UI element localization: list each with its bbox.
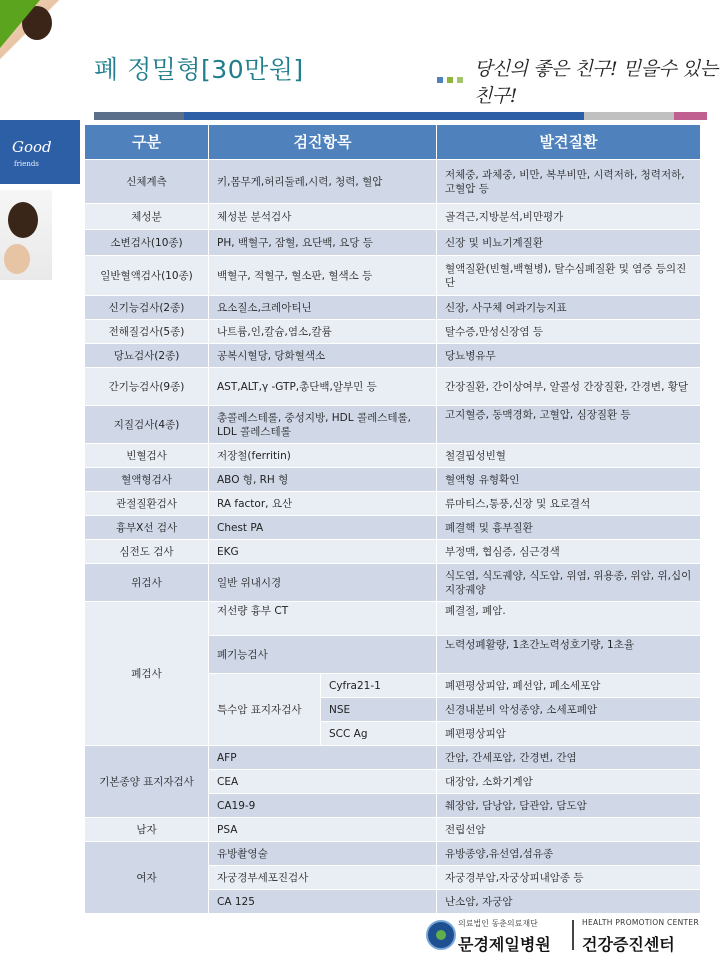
row-disease: 대장암, 소화기계암 [437,770,701,794]
table-row [85,492,701,516]
table-row [85,230,701,256]
row-disease: 전립선암 [437,818,701,842]
footer-divider [572,920,574,950]
dot [447,77,453,83]
stripe-segment [94,112,184,120]
table-row [85,406,701,444]
row-category: 신기능검사(2종) [85,296,209,320]
row-item: 백혈구, 적혈구, 혈소판, 혈색소 등 [209,256,437,296]
page-title: 폐 정밀형[30만원] [94,55,304,84]
row-item: AFP [209,746,437,770]
row-disease: 철결핍성빈혈 [437,444,701,468]
leaf-decoration [0,0,40,48]
row-category: 심전도 검사 [85,540,209,564]
table-header [85,125,701,160]
row-item: 일반 위내시경 [209,564,437,602]
row-item: CA 125 [209,890,437,914]
row-category: 전해질검사(5종) [85,320,209,344]
header-stripe [94,112,707,120]
hospital-emblem-icon [426,920,456,950]
row-category: 일반혈액검사(10종) [85,256,209,296]
header-category: 구분 [85,125,209,160]
row-category: 폐검사 [85,602,209,746]
row-category: 신체계측 [85,160,209,204]
table-row [85,516,701,540]
row-item: 특수암 표지자검사 [209,674,321,746]
table-row [85,842,701,866]
row-disease: 신장 및 비뇨기계질환 [437,230,701,256]
row-item: Chest PA [209,516,437,540]
side-logo-text: Good [12,138,52,156]
dot [457,77,463,83]
row-disease: 폐편평상피암, 폐선암, 폐소세포암 [437,674,701,698]
row-disease: 폐결핵 및 흉부질환 [437,516,701,540]
row-disease: 당뇨병유무 [437,344,701,368]
checkup-table [84,124,701,914]
row-category: 기본종양 표지자검사 [85,746,209,818]
row-item: 공복시혈당, 당화혈색소 [209,344,437,368]
marker-name: SCC Ag [321,722,437,746]
table-row [85,368,701,406]
header-disease: 발견질환 [437,125,701,160]
table-row [85,468,701,492]
table-row [85,564,701,602]
row-item: 저장철(ferritin) [209,444,437,468]
row-disease: 자궁경부암,자궁상피내암종 등 [437,866,701,890]
hospital-name: 문경제일병원 [458,935,551,954]
foundation-name: 의료법인 동춘의료재단 [458,919,538,928]
row-item: CA19-9 [209,794,437,818]
row-item: 키,몸무게,허리둘레,시력, 청력, 혈압 [209,160,437,204]
side-logo [0,120,80,184]
row-category: 위검사 [85,564,209,602]
row-disease: 고지혈증, 동맥경화, 고혈압, 심장질환 등 [437,406,701,444]
row-disease: 혈액형 유형확인 [437,468,701,492]
side-photo [0,190,52,280]
row-category: 당뇨검사(2종) [85,344,209,368]
row-item: 나트륨,인,칼슘,염소,칼륨 [209,320,437,344]
row-item: RA factor, 요산 [209,492,437,516]
row-disease: 혈액질환(빈혈,백혈병), 탈수심폐질환 및 염증 등의진단 [437,256,701,296]
row-category: 남자 [85,818,209,842]
row-category: 간기능검사(9종) [85,368,209,406]
row-disease: 간암, 간세포암, 간경변, 간염 [437,746,701,770]
slogan: 당신의 좋은 친구! 믿을수 있는 친구! [474,58,718,107]
table-row [85,444,701,468]
table-row [85,256,701,296]
row-item: 총콜레스테롤, 중성지방, HDL 콜레스테롤, LDL 콜레스테롤 [209,406,437,444]
row-disease: 유방종양,유선염,섬유종 [437,842,701,866]
marker-name: Cyfra21-1 [321,674,437,698]
row-item: CEA [209,770,437,794]
row-disease: 골격근,지방분석,비만평가 [437,204,701,230]
center-english-name: HEALTH PROMOTION CENTER [582,918,699,927]
row-category: 흉부X선 검사 [85,516,209,540]
stripe-segment [584,112,674,120]
row-disease: 부정맥, 협심증, 심근경색 [437,540,701,564]
row-item: 자궁경부세포진검사 [209,866,437,890]
row-disease: 저체중, 과체중, 비만, 복부비만, 시력저하, 청력저하, 고혈압 등 [437,160,701,204]
table-row [85,204,701,230]
row-item: AST,ALT,γ -GTP,총단백,알부민 등 [209,368,437,406]
side-logo-sub: friends [14,160,39,168]
row-item: 유방촬영술 [209,842,437,866]
table-row [85,540,701,564]
slogan-dots [437,68,467,87]
row-disease: 폐편평상피암 [437,722,701,746]
row-disease: 신장, 사구체 여과기능지표 [437,296,701,320]
row-category: 혈액형검사 [85,468,209,492]
row-disease: 신경내분비 악성종양, 소세포폐암 [437,698,701,722]
table-row [85,320,701,344]
marker-name: NSE [321,698,437,722]
row-item: 요소질소,크레아티닌 [209,296,437,320]
row-disease: 탈수증,만성신장염 등 [437,320,701,344]
row-item: EKG [209,540,437,564]
row-item: ABO 형, RH 형 [209,468,437,492]
row-category: 소변검사(10종) [85,230,209,256]
footer-logo [426,914,716,958]
row-item: 폐기능검사 [209,636,437,674]
row-item: 체성분 분석검사 [209,204,437,230]
header-item: 검진항목 [209,125,437,160]
table-row [85,344,701,368]
table-row [85,602,701,636]
row-disease: 식도염, 식도궤양, 식도암, 위염, 위용종, 위암, 위,십이지장궤양 [437,564,701,602]
row-disease: 폐결절, 폐암. [437,602,701,636]
table-row [85,296,701,320]
photo-person [8,202,38,238]
table-row [85,746,701,770]
center-name: 건강증진센터 [582,935,675,954]
row-category: 지질검사(4종) [85,406,209,444]
row-disease: 췌장암, 담낭암, 담관암, 담도암 [437,794,701,818]
row-category: 빈혈검사 [85,444,209,468]
row-disease: 간장질환, 간이상여부, 알콜성 간장질환, 간경변, 황달 [437,368,701,406]
photo-person [4,244,30,274]
row-disease: 류마티스,통풍,신장 및 요로결석 [437,492,701,516]
stripe-segment [184,112,584,120]
row-disease: 난소암, 자궁암 [437,890,701,914]
row-item: 저선량 흉부 CT [209,602,437,636]
stripe-segment [674,112,707,120]
row-category: 체성분 [85,204,209,230]
row-item: PH, 백혈구, 잠혈, 요단백, 요당 등 [209,230,437,256]
dot [437,77,443,83]
row-category: 관절질환검사 [85,492,209,516]
table-row [85,818,701,842]
row-disease: 노력성폐활량, 1초간노력성호기량, 1초율 [437,636,701,674]
table-row [85,160,701,204]
row-item: PSA [209,818,437,842]
row-category: 여자 [85,842,209,914]
